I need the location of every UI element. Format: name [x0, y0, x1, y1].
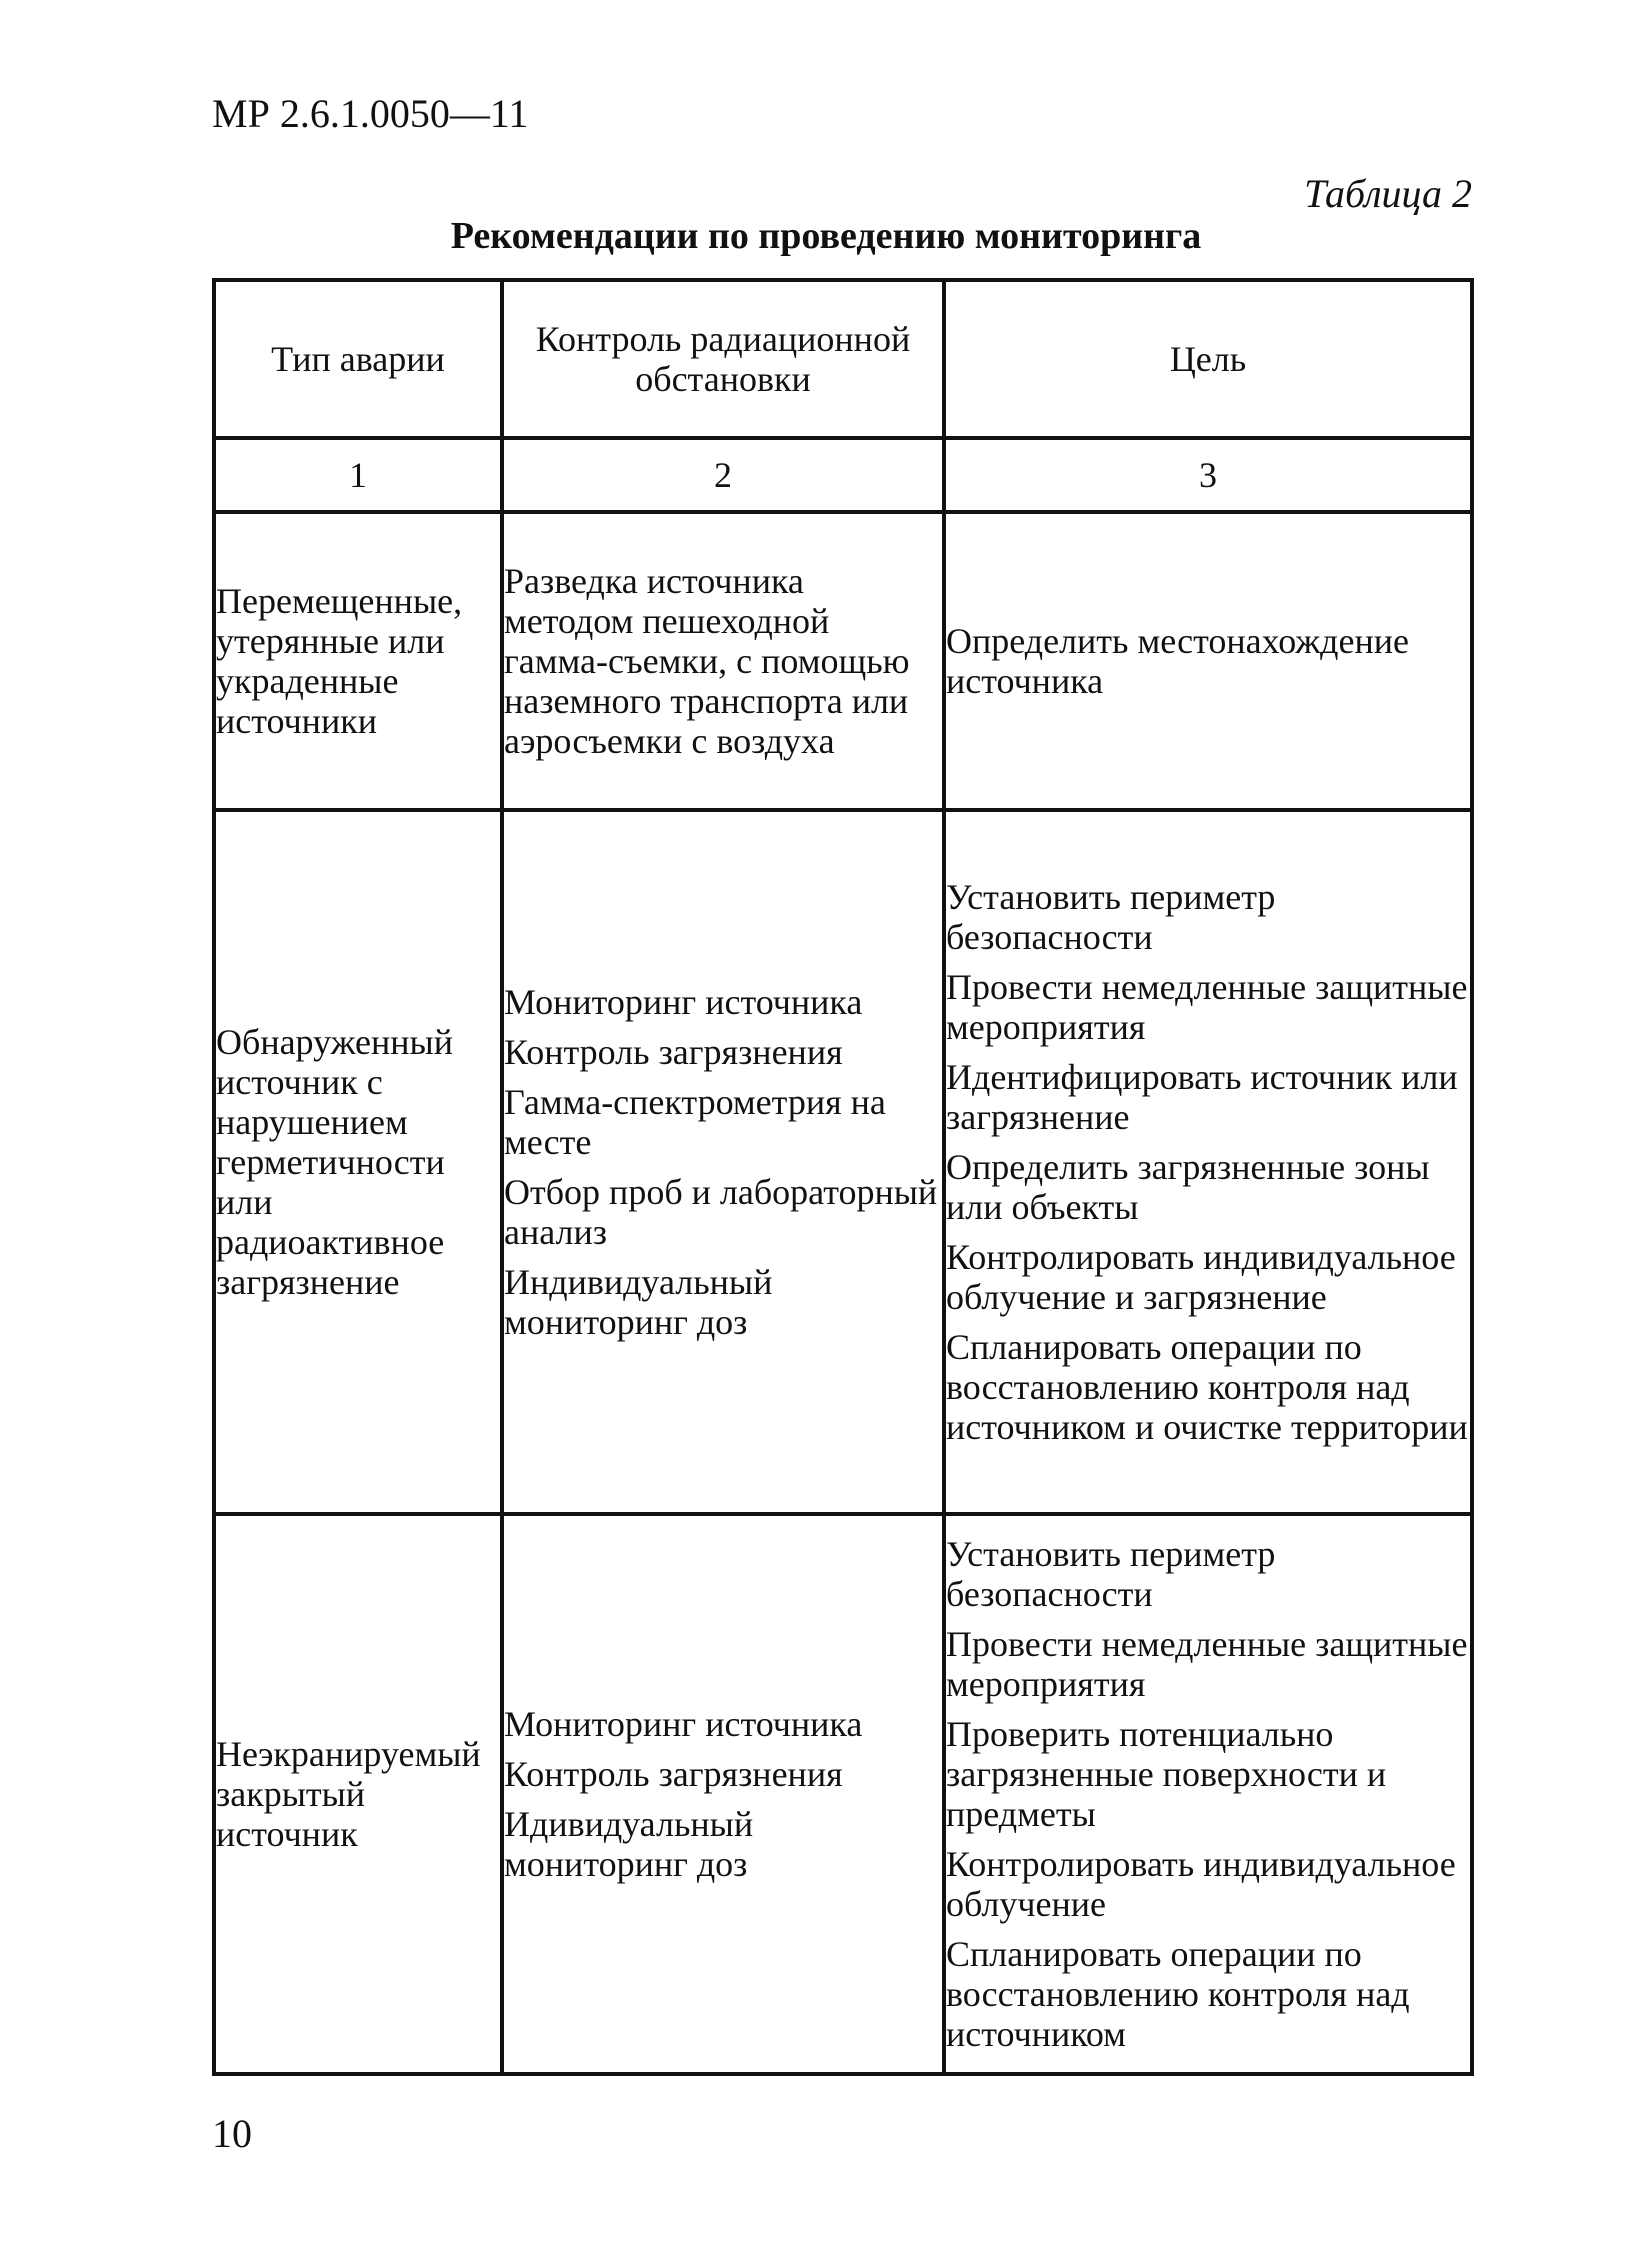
accident-type-text: Обнаруженный источник с нарушением герметичности или радиоактивное загрязнение	[216, 1022, 453, 1302]
document-code: МР 2.6.1.0050—11	[212, 91, 529, 136]
goal-item: Спланировать операции по восстановлению контроля над источником	[946, 1934, 1410, 2054]
table-title: Рекомендации по проведению мониторинга	[450, 215, 1202, 257]
goal-item: Установить периметр безопасности	[946, 1534, 1276, 1614]
control-item: Мониторинг источника	[504, 1704, 863, 1744]
control-item: Контроль загрязнения	[504, 1032, 843, 1072]
control-cell	[502, 512, 944, 810]
goal-item: Провести немедленные защитные мероприятия	[946, 1624, 1468, 1704]
goal-item: Определить загрязненные зоны или объекты	[946, 1147, 1430, 1227]
control-item: Мониторинг источника	[504, 982, 863, 1022]
table-header-row	[214, 280, 1472, 438]
goal-item: Контролировать индивидуальное облучение	[946, 1844, 1456, 1924]
header-accident-type: Тип аварии	[214, 280, 502, 438]
accident-type-cell	[214, 512, 502, 810]
control-item: Индивидуальный мониторинг доз	[504, 1262, 773, 1342]
goal-item: Установить периметр безопасности	[946, 877, 1276, 957]
goal-item: Провести немедленные защитные мероприятия	[946, 967, 1468, 1047]
accident-type-cell	[214, 810, 502, 1514]
header-goal: Цель	[944, 280, 1472, 438]
control-item: Отбор проб и лабораторный анализ	[504, 1172, 938, 1252]
column-number: 3	[944, 438, 1472, 512]
column-number: 2	[502, 438, 944, 512]
monitoring-table	[212, 278, 1474, 2076]
control-item: Разведка источника методом пешеходной гамма-съемки, с помощью наземного транспорта или аэросъемки с воздуха	[504, 561, 910, 761]
header-radiation-control: Контроль радиационной обстановки	[502, 280, 944, 438]
table-row	[214, 810, 1472, 1514]
page-number: 10	[212, 2111, 252, 2156]
accident-type-text: Перемещенные, утерянные или украденные источники	[216, 581, 463, 741]
accident-type-cell	[214, 1514, 502, 2074]
goal-item: Проверить потенциально загрязненные поверхности и предметы	[946, 1714, 1387, 1834]
goal-item: Определить местонахождение источника	[946, 621, 1409, 701]
column-number: 1	[214, 438, 502, 512]
table-row	[214, 512, 1472, 810]
table-column-numbers-row	[214, 438, 1472, 512]
goal-item: Контролировать индивидуальное облучение и загрязнение	[946, 1237, 1456, 1317]
control-item: Гамма-спектрометрия на месте	[504, 1082, 886, 1162]
accident-type-text: Неэкранируемый закрытый источник	[216, 1734, 481, 1854]
goal-item: Идентифицировать источник или загрязнение	[946, 1057, 1458, 1137]
control-cell	[502, 810, 944, 1514]
goal-cell	[944, 810, 1472, 1514]
table-number: Таблица 2	[1304, 171, 1472, 216]
goal-cell	[944, 1514, 1472, 2074]
control-item: Идивидуальный мониторинг доз	[504, 1804, 754, 1884]
table-row	[214, 1514, 1472, 2074]
control-cell	[502, 1514, 944, 2074]
goal-cell	[944, 512, 1472, 810]
control-item: Контроль загрязнения	[504, 1754, 843, 1794]
goal-item: Спланировать операции по восстановлению контроля над источником и очистке территории	[946, 1327, 1468, 1447]
